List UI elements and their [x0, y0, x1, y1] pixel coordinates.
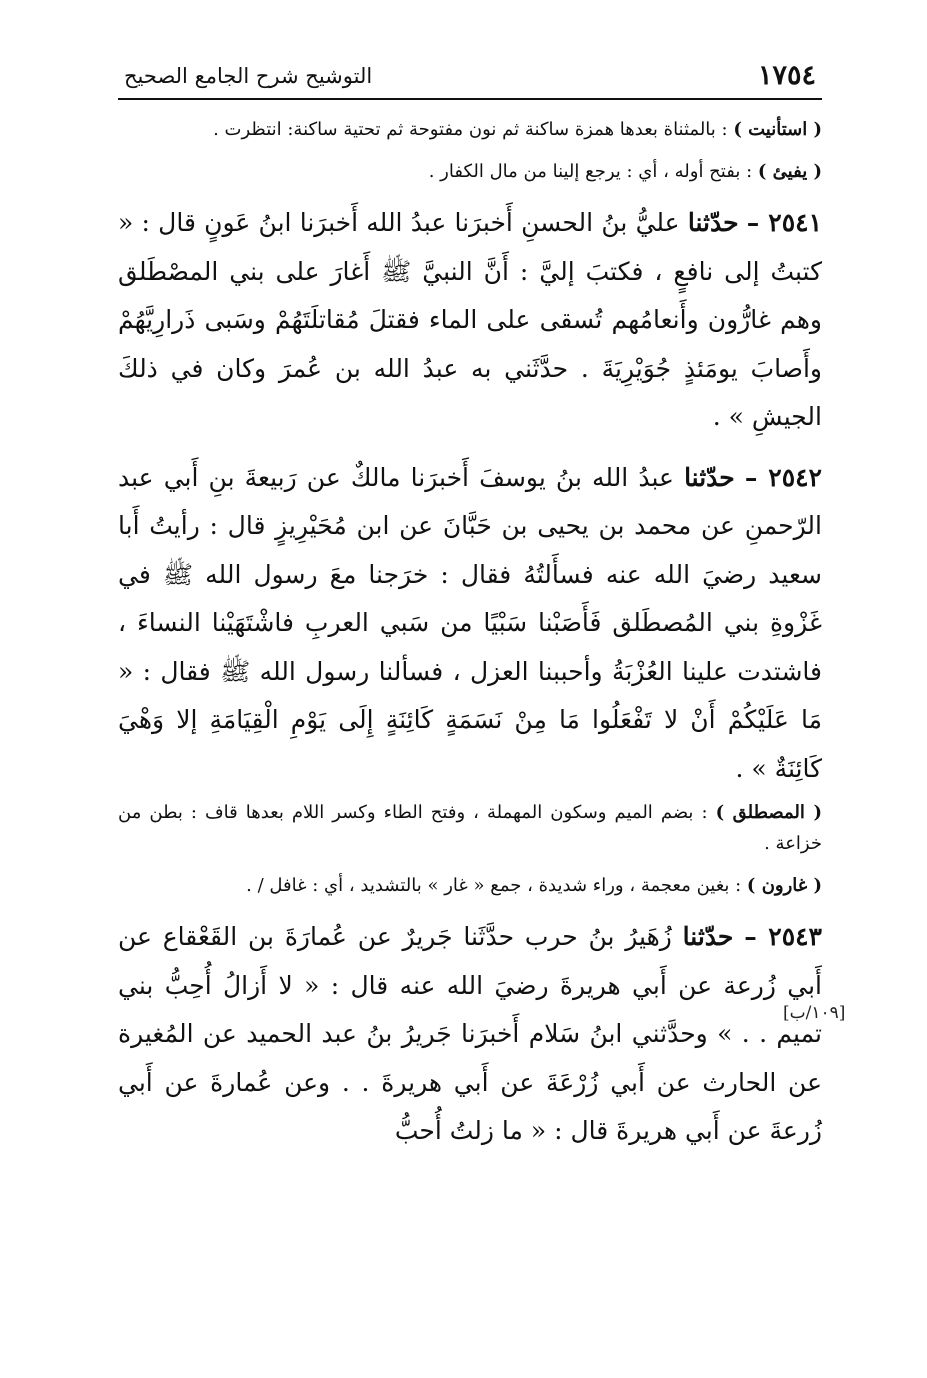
note-mustaliq: [118, 797, 822, 859]
note-term: ( استأنيت ): [733, 119, 822, 140]
note-gharrun: [118, 870, 822, 901]
hadith-2542: [118, 454, 822, 794]
hadith-text: زُهَيرُ بنُ حرب حدَّثَنا جَريرٌ عن عُمارَةَ بن القَعْقاع عن أَبي زُرعة عن أَبي هريرةَ رضيَ الله عنه قال : « لا أَزالُ أُحِبُّ بني تميم . . » وحدَّثني ابنُ سَلام أَخبرَنا جَريرُ بنُ عبد الحميد عن المُغيرة عن الحارث عن أَبي زُرْعَةَ عن أَبي هريرةَ . . وعن عُمارةَ عن أَبي زُرعةَ عن أَبي هريرةَ قال : « ما زلتُ أُحبُّ: [118, 922, 822, 1145]
hadith-2543: [118, 913, 822, 1156]
book-title: التوشيح شرح الجامع الصحيح: [124, 64, 373, 88]
hadith-text: عليُّ بنُ الحسنِ أَخبرَنا عبدُ الله أَخبرَنا ابنُ عَونٍ قال : « كتبتُ إلى نافعٍ ، فكتبَ إليَّ : أَنَّ النبيَّ ﷺ أَغارَ على بني المصْطَلق وهم غارُّون وأَنعامُهم تُسقى على الماء فقتلَ مُقاتلَتَهُمْ وسَبى ذَرارِيَّهُمْ وأَصابَ يومَئذٍ جُوَيْرِيَةَ . حدَّثَني به عبدُ الله بن عُمرَ وكان في ذلكَ الجيشِ » .: [118, 208, 822, 431]
page-number: ١٧٥٤: [757, 60, 816, 91]
hadith-text: عبدُ الله بنُ يوسفَ أَخبرَنا مالكٌ عن رَبيعةَ بنِ أَبي عبد الرّحمنِ عن محمد بن يحيى بن حَبَّانَ عن ابن مُحَيْرِيزٍ قال : رأيتُ أَبا سعيد رضيَ الله عنه فسأَلتُهُ فقال : خرَجنا معَ رسول الله ﷺ في غَزْوةِ بني المُصطَلق فَأَصَبْنا سَبْيًا من سَبي العربِ فاشْتَهَيْنا النساءَ ، فاشتدت علينا العُزْبَةُ وأحببنا العزل ، فسألنا رسول الله ﷺ فقال : « مَا عَلَيْكُمْ أَنْ لا تَفْعَلُوا مَا مِنْ نَسَمَةٍ كَائِنَةٍ إِلَى يَوْمِ الْقِيَامَةِ إلا وَهْيَ كَائِنَةٌ » .: [118, 462, 822, 783]
hadith-number: ٢٥٤٣ –: [744, 922, 822, 951]
hadith-2541: [118, 199, 822, 442]
hadith-number: ٢٥٤٢ –: [744, 462, 822, 492]
note-text: : بضم الميم وسكون المهملة ، وفتح الطاء وكسر اللام بعدها قاف : بطن من خزاعة .: [118, 802, 822, 854]
hadith-lead: حدّثنا: [682, 922, 734, 951]
note-ista-naytu: [118, 114, 822, 145]
note-text: : بفتح أوله ، أي : يرجع إلينا من مال الكفار .: [428, 161, 758, 182]
note-text: : بغين معجمة ، وراء شديدة ، جمع « غار » بالتشديد ، أي : غافل / .: [246, 875, 747, 896]
hadith-lead: حدّثنا: [684, 462, 735, 492]
note-term: ( يفيئ ): [757, 161, 822, 182]
running-header: [118, 58, 822, 100]
note-term: ( المصطلق ): [715, 802, 822, 823]
manuscript-folio-reference: [١٠٩/ب]: [783, 1003, 846, 1023]
hadith-lead: حدّثنا: [687, 208, 739, 237]
note-yafi: [118, 156, 822, 187]
note-term: ( غارون ): [746, 875, 822, 896]
page-body: [118, 114, 822, 1156]
note-text: : بالمثناة بعدها همزة ساكنة ثم نون مفتوحة ثم تحتية ساكنة: انتظرت .: [213, 119, 734, 140]
hadith-number: ٢٥٤١ –: [746, 208, 822, 237]
